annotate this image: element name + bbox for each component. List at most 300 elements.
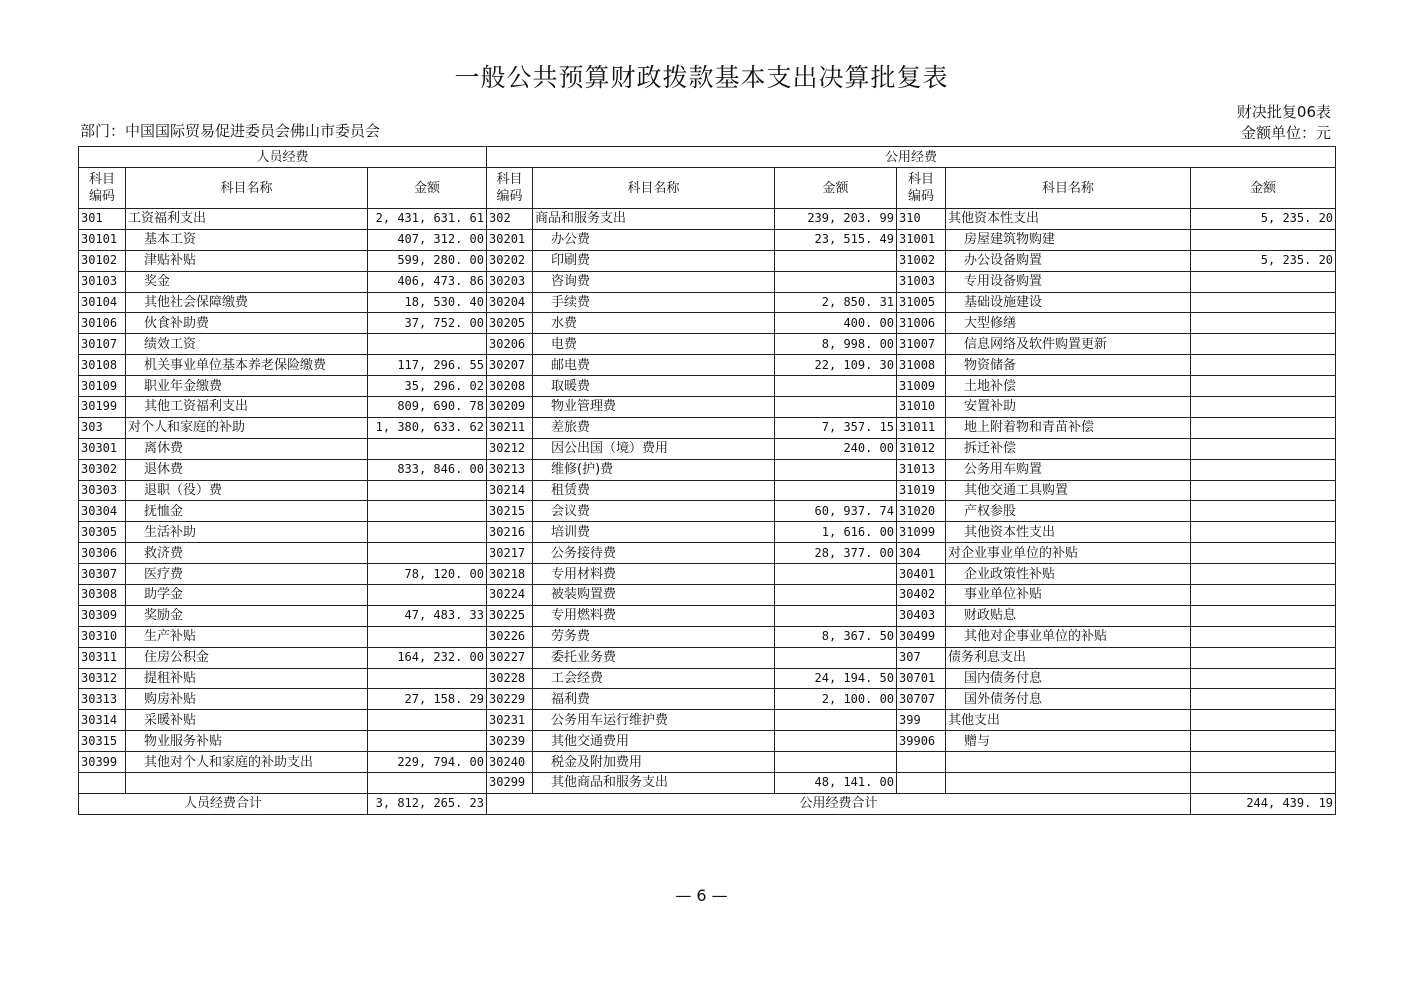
header-name: 科目名称 bbox=[126, 168, 368, 209]
subject-name: 财政贴息 bbox=[946, 605, 1191, 626]
subject-code: 30229 bbox=[487, 689, 533, 710]
subject-name: 提租补贴 bbox=[126, 668, 368, 689]
header-row bbox=[79, 168, 1336, 209]
amount-cell bbox=[1191, 564, 1336, 585]
table-row bbox=[79, 209, 1336, 230]
table-row bbox=[79, 564, 1336, 585]
subject-code: 30215 bbox=[487, 501, 533, 522]
subject-code: 30499 bbox=[897, 626, 946, 647]
subject-code: 30225 bbox=[487, 605, 533, 626]
amount-cell: 1, 616. 00 bbox=[775, 522, 897, 543]
subject-name: 其他交通费用 bbox=[533, 731, 775, 752]
subject-code: 30315 bbox=[79, 731, 126, 752]
subject-code: 30217 bbox=[487, 543, 533, 564]
amount-cell bbox=[1191, 773, 1336, 794]
subject-name: 基本工资 bbox=[126, 229, 368, 250]
amount-cell bbox=[368, 334, 487, 355]
subject-name: 培训费 bbox=[533, 522, 775, 543]
subject-code: 30227 bbox=[487, 647, 533, 668]
table-row bbox=[79, 731, 1336, 752]
amount-cell bbox=[1191, 689, 1336, 710]
subject-name: 拆迁补偿 bbox=[946, 438, 1191, 459]
subject-name: 生活补助 bbox=[126, 522, 368, 543]
table-row bbox=[79, 522, 1336, 543]
subject-name: 邮电费 bbox=[533, 355, 775, 376]
amount-cell: 239, 203. 99 bbox=[775, 209, 897, 230]
subject-name: 债务利息支出 bbox=[946, 647, 1191, 668]
amount-cell bbox=[368, 773, 487, 794]
subject-name: 赠与 bbox=[946, 731, 1191, 752]
subject-code: 30303 bbox=[79, 480, 126, 501]
subject-name: 公务用车购置 bbox=[946, 459, 1191, 480]
amount-cell bbox=[1191, 522, 1336, 543]
subject-name: 其他资本性支出 bbox=[946, 209, 1191, 230]
totals-row bbox=[79, 793, 1336, 814]
subject-code: 31001 bbox=[897, 229, 946, 250]
subject-code: 31008 bbox=[897, 355, 946, 376]
subject-name: 房屋建筑物购建 bbox=[946, 229, 1191, 250]
subject-code: 31006 bbox=[897, 313, 946, 334]
subject-code: 30216 bbox=[487, 522, 533, 543]
subject-name: 印刷费 bbox=[533, 250, 775, 271]
subject-code: 30309 bbox=[79, 605, 126, 626]
subject-code: 30402 bbox=[897, 585, 946, 606]
subject-code: 30204 bbox=[487, 292, 533, 313]
amount-cell: 833, 846. 00 bbox=[368, 459, 487, 480]
subject-code: 30212 bbox=[487, 438, 533, 459]
table-number: 财决批复06表 bbox=[1236, 103, 1331, 121]
amount-cell: 48, 141. 00 bbox=[775, 773, 897, 794]
amount-cell bbox=[775, 647, 897, 668]
subject-code: 30307 bbox=[79, 564, 126, 585]
subject-name: 助学金 bbox=[126, 585, 368, 606]
table-row bbox=[79, 668, 1336, 689]
subject-name: 奖金 bbox=[126, 271, 368, 292]
page-title: 一般公共预算财政拨款基本支出决算批复表 bbox=[454, 63, 949, 92]
subject-name: 津贴补贴 bbox=[126, 250, 368, 271]
subject-name: 国内债务付息 bbox=[946, 668, 1191, 689]
amount-cell bbox=[1191, 501, 1336, 522]
subject-name: 税金及附加费用 bbox=[533, 752, 775, 773]
amount-cell: 27, 158. 29 bbox=[368, 689, 487, 710]
amount-cell bbox=[1191, 397, 1336, 418]
subject-code: 30312 bbox=[79, 668, 126, 689]
amount-cell: 1, 380, 633. 62 bbox=[368, 417, 487, 438]
amount-cell bbox=[1191, 229, 1336, 250]
subject-name: 大型修缮 bbox=[946, 313, 1191, 334]
table-row bbox=[79, 334, 1336, 355]
subject-code: 30107 bbox=[79, 334, 126, 355]
amount-cell: 5, 235. 20 bbox=[1191, 209, 1336, 230]
page-number: — 6 — bbox=[675, 886, 728, 905]
amount-cell bbox=[1191, 668, 1336, 689]
amount-cell: 5, 235. 20 bbox=[1191, 250, 1336, 271]
subject-code: 30301 bbox=[79, 438, 126, 459]
subject-name: 专用燃料费 bbox=[533, 605, 775, 626]
subject-name: 专用材料费 bbox=[533, 564, 775, 585]
subject-name: 专用设备购置 bbox=[946, 271, 1191, 292]
table-row bbox=[79, 689, 1336, 710]
amount-cell bbox=[775, 585, 897, 606]
subject-name: 购房补贴 bbox=[126, 689, 368, 710]
subject-name: 办公设备购置 bbox=[946, 250, 1191, 271]
table-row bbox=[79, 271, 1336, 292]
table-row bbox=[79, 773, 1336, 794]
subject-name: 其他交通工具购置 bbox=[946, 480, 1191, 501]
subject-code: 30311 bbox=[79, 647, 126, 668]
subject-code: 30302 bbox=[79, 459, 126, 480]
amount-cell bbox=[368, 480, 487, 501]
header-amount: 金额 bbox=[775, 168, 897, 209]
group-public: 公用经费 bbox=[487, 147, 1336, 168]
amount-cell bbox=[368, 626, 487, 647]
subject-code: 30231 bbox=[487, 710, 533, 731]
amount-cell bbox=[775, 397, 897, 418]
header-name: 科目名称 bbox=[946, 168, 1191, 209]
amount-cell bbox=[775, 710, 897, 731]
table-row bbox=[79, 397, 1336, 418]
subject-name: 其他商品和服务支出 bbox=[533, 773, 775, 794]
subject-name: 国外债务付息 bbox=[946, 689, 1191, 710]
table-row bbox=[79, 501, 1336, 522]
amount-unit: 金额单位：元 bbox=[1240, 124, 1331, 142]
subject-code: 30299 bbox=[487, 773, 533, 794]
subject-name: 其他资本性支出 bbox=[946, 522, 1191, 543]
subject-name: 绩效工资 bbox=[126, 334, 368, 355]
subject-name: 公务用车运行维护费 bbox=[533, 710, 775, 731]
amount-cell bbox=[1191, 585, 1336, 606]
amount-cell: 229, 794. 00 bbox=[368, 752, 487, 773]
table-row bbox=[79, 292, 1336, 313]
amount-cell: 23, 515. 49 bbox=[775, 229, 897, 250]
subject-name: 地上附着物和青苗补偿 bbox=[946, 417, 1191, 438]
amount-cell: 809, 690. 78 bbox=[368, 397, 487, 418]
subject-name: 办公费 bbox=[533, 229, 775, 250]
subject-code: 30399 bbox=[79, 752, 126, 773]
subject-code: 31019 bbox=[897, 480, 946, 501]
amount-cell: 47, 483. 33 bbox=[368, 605, 487, 626]
subject-code: 31005 bbox=[897, 292, 946, 313]
subject-name: 对企业事业单位的补贴 bbox=[946, 543, 1191, 564]
amount-cell: 2, 100. 00 bbox=[775, 689, 897, 710]
table-row bbox=[79, 647, 1336, 668]
amount-cell: 28, 377. 00 bbox=[775, 543, 897, 564]
subject-code: 31013 bbox=[897, 459, 946, 480]
amount-cell bbox=[1191, 752, 1336, 773]
table-row bbox=[79, 250, 1336, 271]
amount-cell: 35, 296. 02 bbox=[368, 376, 487, 397]
amount-cell: 400. 00 bbox=[775, 313, 897, 334]
personnel-total-amount: 3, 812, 265. 23 bbox=[368, 793, 487, 814]
subject-name: 劳务费 bbox=[533, 626, 775, 647]
subject-name: 咨询费 bbox=[533, 271, 775, 292]
subject-code: 31002 bbox=[897, 250, 946, 271]
public-total-label: 公用经费合计 bbox=[487, 793, 1191, 814]
table-row bbox=[79, 376, 1336, 397]
group-personnel: 人员经费 bbox=[79, 147, 487, 168]
amount-cell bbox=[368, 731, 487, 752]
amount-cell: 8, 367. 50 bbox=[775, 626, 897, 647]
amount-cell: 117, 296. 55 bbox=[368, 355, 487, 376]
amount-cell: 8, 998. 00 bbox=[775, 334, 897, 355]
subject-code: 30208 bbox=[487, 376, 533, 397]
subject-code: 30101 bbox=[79, 229, 126, 250]
subject-name: 救济费 bbox=[126, 543, 368, 564]
amount-cell bbox=[368, 710, 487, 731]
subject-name: 职业年金缴费 bbox=[126, 376, 368, 397]
amount-cell bbox=[1191, 480, 1336, 501]
table-row bbox=[79, 355, 1336, 376]
subject-name: 事业单位补贴 bbox=[946, 585, 1191, 606]
subject-name: 采暖补贴 bbox=[126, 710, 368, 731]
subject-name: 物业服务补贴 bbox=[126, 731, 368, 752]
table-row bbox=[79, 543, 1336, 564]
subject-code: 30102 bbox=[79, 250, 126, 271]
subject-code: 30211 bbox=[487, 417, 533, 438]
amount-cell bbox=[1191, 710, 1336, 731]
table-row bbox=[79, 313, 1336, 334]
subject-name: 租赁费 bbox=[533, 480, 775, 501]
amount-cell: 406, 473. 86 bbox=[368, 271, 487, 292]
subject-code: 30203 bbox=[487, 271, 533, 292]
amount-cell bbox=[775, 250, 897, 271]
amount-cell bbox=[368, 668, 487, 689]
subject-name: 安置补助 bbox=[946, 397, 1191, 418]
subject-name bbox=[946, 752, 1191, 773]
table-row bbox=[79, 585, 1336, 606]
amount-cell: 22, 109. 30 bbox=[775, 355, 897, 376]
amount-cell bbox=[1191, 313, 1336, 334]
subject-code: 301 bbox=[79, 209, 126, 230]
amount-cell bbox=[775, 480, 897, 501]
subject-code: 31010 bbox=[897, 397, 946, 418]
amount-cell: 240. 00 bbox=[775, 438, 897, 459]
amount-cell: 599, 280. 00 bbox=[368, 250, 487, 271]
table-row bbox=[79, 417, 1336, 438]
subject-name: 委托业务费 bbox=[533, 647, 775, 668]
subject-name: 差旅费 bbox=[533, 417, 775, 438]
subject-name: 其他对企事业单位的补贴 bbox=[946, 626, 1191, 647]
amount-cell bbox=[775, 271, 897, 292]
subject-name: 奖励金 bbox=[126, 605, 368, 626]
table-row bbox=[79, 229, 1336, 250]
subject-name: 信息网络及软件购置更新 bbox=[946, 334, 1191, 355]
subject-name: 水费 bbox=[533, 313, 775, 334]
amount-cell bbox=[368, 501, 487, 522]
amount-cell bbox=[1191, 459, 1336, 480]
subject-code: 30103 bbox=[79, 271, 126, 292]
subject-code: 304 bbox=[897, 543, 946, 564]
subject-code: 30199 bbox=[79, 397, 126, 418]
subject-code: 30213 bbox=[487, 459, 533, 480]
amount-cell: 407, 312. 00 bbox=[368, 229, 487, 250]
amount-cell: 60, 937. 74 bbox=[775, 501, 897, 522]
amount-cell bbox=[775, 731, 897, 752]
amount-cell bbox=[775, 564, 897, 585]
table-row bbox=[79, 605, 1336, 626]
subject-code: 30239 bbox=[487, 731, 533, 752]
amount-cell bbox=[1191, 271, 1336, 292]
subject-code: 30202 bbox=[487, 250, 533, 271]
subject-code: 30306 bbox=[79, 543, 126, 564]
header-name: 科目名称 bbox=[533, 168, 775, 209]
amount-cell: 24, 194. 50 bbox=[775, 668, 897, 689]
subject-code bbox=[897, 773, 946, 794]
amount-cell bbox=[1191, 626, 1336, 647]
header-amount: 金额 bbox=[1191, 168, 1336, 209]
subject-name: 基础设施建设 bbox=[946, 292, 1191, 313]
amount-cell bbox=[775, 459, 897, 480]
amount-cell bbox=[368, 543, 487, 564]
subject-code: 30106 bbox=[79, 313, 126, 334]
subject-code bbox=[897, 752, 946, 773]
subject-code: 30108 bbox=[79, 355, 126, 376]
table-row bbox=[79, 459, 1336, 480]
table-row bbox=[79, 710, 1336, 731]
subject-name: 机关事业单位基本养老保险缴费 bbox=[126, 355, 368, 376]
amount-cell bbox=[775, 752, 897, 773]
subject-name: 因公出国（境）费用 bbox=[533, 438, 775, 459]
table-row bbox=[79, 480, 1336, 501]
subject-code: 302 bbox=[487, 209, 533, 230]
subject-name: 工资福利支出 bbox=[126, 209, 368, 230]
subject-code: 31099 bbox=[897, 522, 946, 543]
subject-name: 土地补偿 bbox=[946, 376, 1191, 397]
subject-name: 其他工资福利支出 bbox=[126, 397, 368, 418]
subject-code: 307 bbox=[897, 647, 946, 668]
subject-code: 30240 bbox=[487, 752, 533, 773]
header-code: 科目 编码 bbox=[897, 168, 946, 209]
header-amount: 金额 bbox=[368, 168, 487, 209]
amount-cell bbox=[1191, 543, 1336, 564]
subject-code: 31012 bbox=[897, 438, 946, 459]
subject-name: 其他支出 bbox=[946, 710, 1191, 731]
subject-code: 30228 bbox=[487, 668, 533, 689]
subject-name: 物资储备 bbox=[946, 355, 1191, 376]
subject-code: 30218 bbox=[487, 564, 533, 585]
subject-code: 30707 bbox=[897, 689, 946, 710]
subject-name: 被装购置费 bbox=[533, 585, 775, 606]
amount-cell bbox=[775, 376, 897, 397]
subject-name: 手续费 bbox=[533, 292, 775, 313]
subject-name: 企业政策性补贴 bbox=[946, 564, 1191, 585]
department-label: 部门：中国国际贸易促进委员会佛山市委员会 bbox=[80, 122, 381, 140]
subject-code: 31009 bbox=[897, 376, 946, 397]
amount-cell: 78, 120. 00 bbox=[368, 564, 487, 585]
subject-name bbox=[126, 773, 368, 794]
subject-code: 30701 bbox=[897, 668, 946, 689]
amount-cell: 2, 850. 31 bbox=[775, 292, 897, 313]
amount-cell bbox=[1191, 605, 1336, 626]
subject-name: 取暖费 bbox=[533, 376, 775, 397]
table-row bbox=[79, 752, 1336, 773]
subject-name: 维修(护)费 bbox=[533, 459, 775, 480]
amount-cell bbox=[775, 605, 897, 626]
amount-cell bbox=[368, 438, 487, 459]
subject-name: 其他对个人和家庭的补助支出 bbox=[126, 752, 368, 773]
subject-code: 30305 bbox=[79, 522, 126, 543]
amount-cell bbox=[1191, 731, 1336, 752]
subject-code: 30226 bbox=[487, 626, 533, 647]
subject-code: 31007 bbox=[897, 334, 946, 355]
subject-code: 30224 bbox=[487, 585, 533, 606]
subject-name: 工会经费 bbox=[533, 668, 775, 689]
subject-name: 产权参股 bbox=[946, 501, 1191, 522]
subject-code: 39906 bbox=[897, 731, 946, 752]
subject-name: 商品和服务支出 bbox=[533, 209, 775, 230]
subject-code: 30313 bbox=[79, 689, 126, 710]
subject-code: 30401 bbox=[897, 564, 946, 585]
amount-cell: 37, 752. 00 bbox=[368, 313, 487, 334]
amount-cell: 164, 232. 00 bbox=[368, 647, 487, 668]
amount-cell: 2, 431, 631. 61 bbox=[368, 209, 487, 230]
subject-code: 30201 bbox=[487, 229, 533, 250]
subject-name: 离休费 bbox=[126, 438, 368, 459]
amount-cell bbox=[1191, 438, 1336, 459]
subject-code: 30308 bbox=[79, 585, 126, 606]
subject-code: 30206 bbox=[487, 334, 533, 355]
amount-cell bbox=[368, 585, 487, 606]
subject-code: 30205 bbox=[487, 313, 533, 334]
subject-code: 30304 bbox=[79, 501, 126, 522]
subject-name: 对个人和家庭的补助 bbox=[126, 417, 368, 438]
subject-name: 公务接待费 bbox=[533, 543, 775, 564]
subject-name bbox=[946, 773, 1191, 794]
amount-cell bbox=[1191, 376, 1336, 397]
subject-code: 30207 bbox=[487, 355, 533, 376]
amount-cell bbox=[1191, 355, 1336, 376]
subject-name: 医疗费 bbox=[126, 564, 368, 585]
subject-code: 30314 bbox=[79, 710, 126, 731]
subject-name: 会议费 bbox=[533, 501, 775, 522]
expenditure-table bbox=[78, 146, 1336, 815]
amount-cell bbox=[1191, 647, 1336, 668]
header-code: 科目 编码 bbox=[487, 168, 533, 209]
subject-code: 30403 bbox=[897, 605, 946, 626]
subject-name: 抚恤金 bbox=[126, 501, 368, 522]
table-row bbox=[79, 438, 1336, 459]
subject-code: 30104 bbox=[79, 292, 126, 313]
public-total-amount: 244, 439. 19 bbox=[1191, 793, 1336, 814]
subject-name: 退休费 bbox=[126, 459, 368, 480]
subject-code: 399 bbox=[897, 710, 946, 731]
subject-code: 31011 bbox=[897, 417, 946, 438]
subject-name: 退职（役）费 bbox=[126, 480, 368, 501]
subject-code: 31020 bbox=[897, 501, 946, 522]
subject-name: 伙食补助费 bbox=[126, 313, 368, 334]
subject-code: 303 bbox=[79, 417, 126, 438]
subject-code: 30214 bbox=[487, 480, 533, 501]
table-row bbox=[79, 626, 1336, 647]
subject-code: 310 bbox=[897, 209, 946, 230]
amount-cell bbox=[368, 522, 487, 543]
subject-name: 物业管理费 bbox=[533, 397, 775, 418]
subject-code bbox=[79, 773, 126, 794]
subject-code: 30109 bbox=[79, 376, 126, 397]
subject-name: 电费 bbox=[533, 334, 775, 355]
subject-code: 30209 bbox=[487, 397, 533, 418]
amount-cell bbox=[1191, 417, 1336, 438]
amount-cell: 7, 357. 15 bbox=[775, 417, 897, 438]
header-code: 科目 编码 bbox=[79, 168, 126, 209]
subject-name: 福利费 bbox=[533, 689, 775, 710]
amount-cell bbox=[1191, 292, 1336, 313]
amount-cell: 18, 530. 40 bbox=[368, 292, 487, 313]
subject-name: 生产补贴 bbox=[126, 626, 368, 647]
personnel-total-label: 人员经费合计 bbox=[79, 793, 368, 814]
subject-code: 30310 bbox=[79, 626, 126, 647]
subject-code: 31003 bbox=[897, 271, 946, 292]
